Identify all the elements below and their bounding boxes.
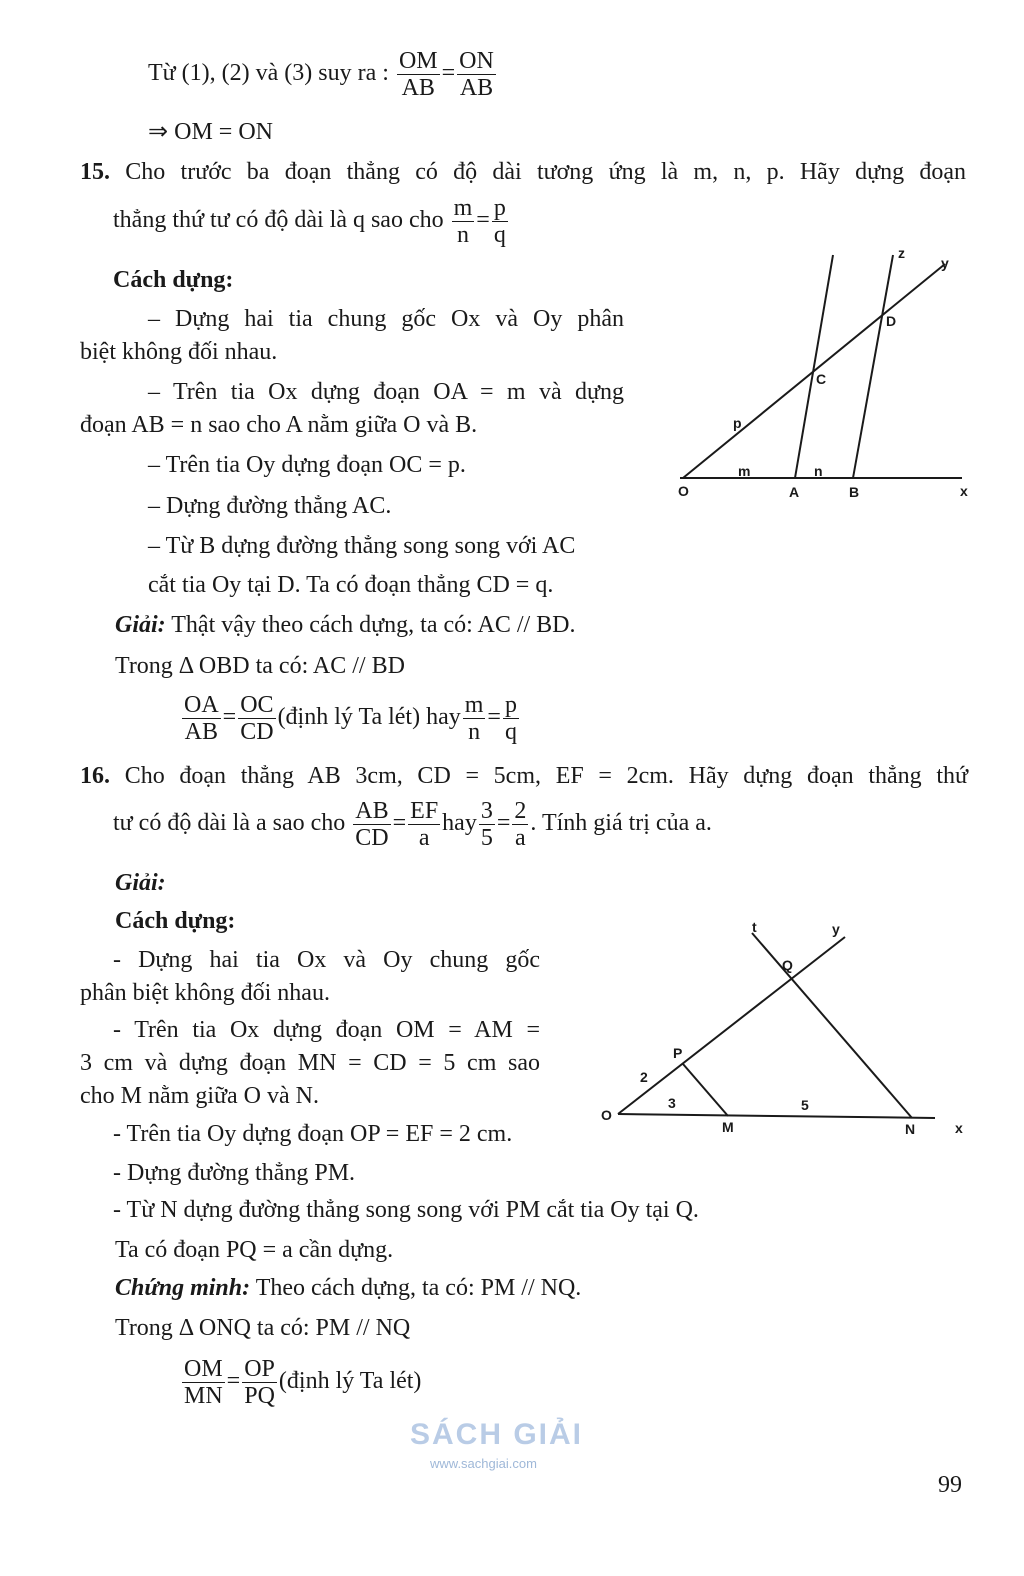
thales-conclusion: $\frac{OM}{MN}$ = $\frac{OP}{PQ}$ (định lý Ta lét) bbox=[184, 1356, 422, 1409]
denominator: AB bbox=[184, 719, 218, 745]
numerator: OM bbox=[398, 48, 438, 74]
statement-text: Cho trước ba đoạn thẳng có độ dài tương ứng là m, n, p. Hãy dựng đoạn bbox=[125, 159, 967, 185]
label-c: C bbox=[816, 371, 827, 387]
step: phân biệt không đối nhau. bbox=[80, 980, 330, 1006]
numerator: EF bbox=[410, 798, 439, 824]
denominator: AB bbox=[401, 75, 435, 101]
numerator: AB bbox=[355, 798, 389, 824]
step: đoạn AB = n sao cho A nằm giữa O và B. bbox=[80, 412, 478, 438]
label-5: 5 bbox=[801, 1097, 809, 1113]
step: - Dựng hai tia Ox và Oy chung gốc bbox=[113, 947, 540, 973]
method-title: Cách dựng: bbox=[115, 908, 236, 934]
label-3: 3 bbox=[668, 1095, 676, 1111]
step: – Trên tia Ox dựng đoạn OA = m và dựng bbox=[148, 379, 624, 405]
numerator: OM bbox=[184, 1356, 223, 1382]
fraction bbox=[512, 798, 528, 851]
numerator: p bbox=[493, 195, 506, 221]
numerator: OC bbox=[240, 692, 274, 718]
theorem-note: (định lý Ta lét) hay bbox=[277, 704, 461, 731]
denominator: CD bbox=[240, 719, 274, 745]
step: - Trên tia Ox dựng đoạn OM = AM = bbox=[113, 1017, 540, 1043]
triangle-line: Trong Δ OBD ta có: AC // BD bbox=[115, 653, 405, 679]
numerator: 3 bbox=[480, 798, 493, 824]
proof-label: Chứng minh: bbox=[115, 1275, 251, 1301]
label-m: M bbox=[722, 1119, 734, 1135]
label-t: t bbox=[752, 919, 757, 935]
numerator: OP bbox=[244, 1356, 275, 1382]
step: – Từ B dựng đường thẳng song song với AC bbox=[148, 533, 576, 559]
step: – Trên tia Oy dựng đoạn OC = p. bbox=[148, 452, 466, 478]
fraction bbox=[182, 1356, 225, 1409]
solution-label: Giải: bbox=[115, 612, 166, 638]
proof-line bbox=[115, 1273, 581, 1303]
problem-16-statement-cont: tư có độ dài là a sao cho $\frac{AB}{CD}$ = $\frac{EF}{a}$ hay $\frac{3}{5}$ = $\frac{2}{a}$ . Tính giá trị của a. bbox=[113, 798, 712, 851]
theorem-note: (định lý Ta lét) bbox=[278, 1368, 422, 1395]
triangle-line: Trong Δ ONQ ta có: PM // NQ bbox=[115, 1315, 411, 1341]
step: – Dựng hai tia chung gốc Ox và Oy phân bbox=[148, 306, 624, 332]
problem-15-statement-cont: thẳng thứ tư có độ dài là q sao cho $\frac{m}{n}$ = $\frac{p}{q}$ bbox=[113, 195, 506, 248]
problem-16-statement bbox=[80, 761, 968, 791]
step: - Dựng đường thẳng PM. bbox=[113, 1160, 356, 1186]
watermark-logo: SÁCH GIẢI bbox=[410, 1418, 584, 1451]
label-m: m bbox=[738, 463, 751, 479]
statement-text: tư có độ dài là a sao cho bbox=[113, 810, 346, 837]
numerator: ON bbox=[459, 48, 494, 74]
equals-sign: = bbox=[441, 60, 456, 87]
label-n: N bbox=[905, 1121, 916, 1137]
line-nq bbox=[752, 933, 912, 1118]
label-a: A bbox=[789, 484, 800, 500]
problem-number: 15. bbox=[80, 159, 110, 185]
fraction bbox=[408, 798, 440, 851]
method-title: Cách dựng: bbox=[113, 267, 234, 293]
implication-line: ⇒ OM = ON bbox=[148, 119, 273, 145]
step: - Từ N dựng đường thẳng song song với PM cắt tia Oy tại Q. bbox=[113, 1197, 699, 1223]
denominator: n bbox=[456, 222, 469, 248]
line-pm bbox=[683, 1064, 728, 1116]
label-q: Q bbox=[782, 957, 793, 973]
statement-text: . Tính giá trị của a. bbox=[530, 810, 712, 837]
step: 3 cm và dựng đoạn MN = CD = 5 cm sao bbox=[80, 1050, 540, 1076]
thales-conclusion: $\frac{OA}{AB}$ = $\frac{OC}{CD}$ (định lý Ta lét) hay $\frac{m}{n}$ = $\frac{p}{q}$ bbox=[184, 692, 517, 745]
denominator: n bbox=[468, 719, 481, 745]
step: cho M nằm giữa O và N. bbox=[80, 1083, 319, 1109]
denominator: a bbox=[418, 825, 430, 851]
step: - Trên tia Oy dựng đoạn OP = EF = 2 cm. bbox=[113, 1121, 513, 1147]
label-d: D bbox=[886, 313, 897, 329]
numerator: OA bbox=[184, 692, 219, 718]
label-2: 2 bbox=[640, 1069, 648, 1085]
denominator: AB bbox=[459, 75, 494, 101]
problem-number: 16. bbox=[80, 763, 110, 789]
numerator: 2 bbox=[514, 798, 527, 824]
fraction bbox=[353, 798, 390, 851]
numerator: m bbox=[453, 195, 473, 221]
denominator: 5 bbox=[480, 825, 493, 851]
step: – Dựng đường thẳng AC. bbox=[148, 493, 392, 519]
ray-ox-2 bbox=[618, 1114, 935, 1118]
label-z: z bbox=[898, 245, 905, 261]
watermark-url: www.sachgiai.com bbox=[430, 1456, 537, 1471]
denominator: PQ bbox=[244, 1383, 275, 1409]
label-x: x bbox=[955, 1120, 963, 1136]
text: Từ (1), (2) và (3) suy ra : bbox=[148, 60, 389, 87]
fraction bbox=[479, 798, 495, 851]
statement-text: thẳng thứ tư có độ dài là q sao cho bbox=[113, 207, 444, 234]
denominator: q bbox=[504, 719, 517, 745]
line-ac bbox=[795, 255, 833, 478]
solution-text: Thật vậy theo cách dựng, ta có: AC // BD. bbox=[171, 612, 576, 638]
proof-text: Theo cách dựng, ta có: PM // NQ. bbox=[255, 1275, 582, 1301]
fraction bbox=[242, 1356, 277, 1409]
denominator: CD bbox=[355, 825, 389, 851]
label-b: B bbox=[849, 484, 860, 500]
label-y: y bbox=[941, 255, 949, 271]
ray-oy-2 bbox=[618, 937, 845, 1114]
denominator: q bbox=[493, 222, 506, 248]
step: cắt tia Oy tại D. Ta có đoạn thẳng CD = q. bbox=[148, 572, 554, 598]
label-y: y bbox=[832, 921, 840, 937]
label-o: O bbox=[678, 483, 689, 499]
label-o: O bbox=[601, 1107, 612, 1123]
label-p: P bbox=[673, 1045, 683, 1061]
numerator: p bbox=[504, 692, 517, 718]
numerator: m bbox=[464, 692, 484, 718]
step: Ta có đoạn PQ = a cần dựng. bbox=[115, 1237, 394, 1263]
solution-label: Giải: bbox=[115, 870, 166, 896]
statement-text: Cho đoạn thẳng AB 3cm, CD = 5cm, EF = 2cm. Hãy dựng đoạn thẳng thứ bbox=[124, 763, 969, 789]
hay-word: hay bbox=[442, 810, 477, 837]
denominator: a bbox=[515, 825, 526, 851]
denominator: MN bbox=[184, 1383, 223, 1409]
page-number: 99 bbox=[938, 1472, 962, 1498]
label-x: x bbox=[960, 483, 968, 499]
label-p: p bbox=[733, 415, 742, 431]
label-n: n bbox=[814, 463, 823, 479]
line-bd bbox=[853, 255, 893, 478]
step: biệt không đối nhau. bbox=[80, 339, 278, 365]
